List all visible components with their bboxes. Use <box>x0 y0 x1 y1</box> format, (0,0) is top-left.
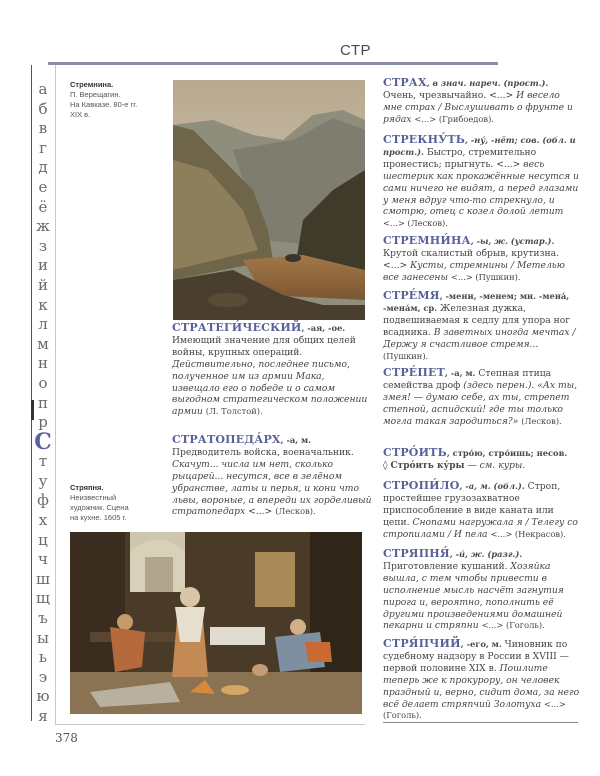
entry-definition: Крутой скалистый обрыв, крутизна. <...> <box>383 247 560 271</box>
dictionary-entry <box>383 134 580 230</box>
alphabet-letter[interactable]: ъ <box>38 609 48 628</box>
alphabet-letter[interactable]: щ <box>36 589 50 608</box>
entry-grammar: , -мени, -менем; мн. -мена́, -мена́м, ср. <box>383 291 570 313</box>
entry-grammar: , -а, м. (обл.). <box>459 481 525 491</box>
entry-definition: Имеющий значение для общих целей войны, крупных операций. <box>172 334 356 358</box>
alphabet-letter[interactable]: р <box>38 413 48 432</box>
painting-mountain-gorge <box>173 80 365 320</box>
caption-line: на кухне. 1605 г. <box>70 513 127 522</box>
entry-example: В заветных иногда мечтах / Держу я счастливое стремя... <box>383 326 576 350</box>
entry-headword: СТРАХ <box>383 76 427 89</box>
entry-headword: СТРЕКНУ́ТЬ <box>383 133 465 146</box>
alphabet-letter[interactable]: г <box>39 138 47 157</box>
caption-line: П. Верещагин. <box>70 90 121 99</box>
frame-left-rule <box>55 65 56 725</box>
entry-headword: СТРОПИ́ЛО <box>383 479 460 492</box>
alphabet-letter[interactable]: к <box>38 295 48 314</box>
dictionary-entry <box>383 235 580 284</box>
entry-headword: СТРАТЕГИ́ЧЕСКИЙ <box>172 321 302 334</box>
alphabet-letter[interactable]: й <box>38 275 48 294</box>
entry-example: Пошлите теперь же к прокурору, он человек праздный и, верно, сидит дома, за него всё делает стряпчий Золотуха <box>383 662 580 710</box>
caption-line: художник. Сцена <box>70 503 129 512</box>
alphabet-letter[interactable]: м <box>37 334 49 353</box>
alphabet-rail <box>31 65 32 721</box>
alphabet-letter[interactable]: ч <box>38 550 48 569</box>
dictionary-entry <box>383 480 580 541</box>
entry-phrase-ref: — см. куры. <box>467 459 526 471</box>
entry-source: <...> (Гоголь). <box>383 698 566 721</box>
alphabet-letter-active[interactable]: С <box>34 428 52 455</box>
alphabet-letter[interactable]: я <box>38 707 48 725</box>
entry-headword: СТРЕ́МЯ <box>383 289 440 302</box>
page-number: 378 <box>55 731 78 745</box>
alphabet-letter[interactable]: х <box>38 511 48 530</box>
alphabet-letter[interactable]: п <box>38 393 48 412</box>
alphabet-letter[interactable]: о <box>38 373 48 392</box>
entry-example: весь шестерик как прокажённые несутся и сами ничего не видят, а перед глазами у меня вдруг что-то стрекнуло, и смотрю, отец с козел долой летит <box>383 158 579 218</box>
entry-definition: Железная дужка, подвешиваемая к седлу для упора ног всадника. <box>383 302 571 338</box>
alphabet-letter[interactable]: д <box>38 158 48 177</box>
dictionary-entry <box>172 434 372 518</box>
entry-grammar: , -а, м. <box>280 435 312 445</box>
alphabet-letter[interactable]: ж <box>36 217 50 236</box>
caption-title: Стряпня. <box>70 483 104 492</box>
alphabet-letter[interactable]: е <box>38 177 48 196</box>
dictionary-entry <box>383 638 580 722</box>
entry-headword: СТРО́ИТЬ <box>383 446 447 459</box>
dictionary-entry <box>383 447 580 473</box>
entry-grammar: , -ну́, -нёт; сов. (обл. и прост.). <box>383 135 576 157</box>
entry-definition: Быстро, стремительно пронестись; прыгнуть. <...> <box>383 146 537 170</box>
entry-grammar: , -ы, ж. (устар.). <box>470 236 555 246</box>
alphabet-letter[interactable]: ц <box>38 530 48 549</box>
entry-source: (Лесков). <box>275 506 316 517</box>
entry-source: (Пушкин). <box>383 350 429 361</box>
phrase-marker-icon: ◊ <box>383 459 388 471</box>
alphabet-letter[interactable]: з <box>38 236 48 255</box>
entry-definition: Очень, чрезвычайно. <...> <box>383 89 514 101</box>
entry-source: <...> (Лесков). <box>383 218 448 229</box>
entry-example: (здесь перен.). «Ах ты, змея! — думаю себе, ах ты, стрепет степной, аспидский! где ты только могла такая зародиться?» <box>383 379 578 427</box>
alphabet-letter[interactable]: ш <box>36 569 50 588</box>
dictionary-entry <box>383 77 580 126</box>
alphabet-letter[interactable]: э <box>38 667 48 686</box>
caption-line: Неизвестный <box>70 493 117 502</box>
caption-line: На Кавказе. 80-е гг. <box>70 100 138 109</box>
top-rule <box>48 62 498 65</box>
entry-grammar: , -а, м. <box>444 368 476 378</box>
painting-kitchen-scene <box>70 532 362 714</box>
alphabet-letter[interactable]: а <box>38 80 48 98</box>
entry-example: Кусты, стремнины / Метелью все занесены <box>383 259 565 283</box>
dictionary-entry <box>383 290 580 362</box>
entry-headword: СТРЕ́ПЕТ <box>383 366 445 379</box>
alphabet-letter[interactable]: в <box>38 119 48 138</box>
alphabet-letter[interactable]: ь <box>38 648 48 667</box>
entry-grammar: , -его, м. <box>460 639 502 649</box>
column-end-rule <box>383 722 578 723</box>
caption-title: Стремнина. <box>70 80 114 89</box>
alphabet-letter[interactable]: б <box>38 99 48 118</box>
alphabet-letter[interactable]: ё <box>38 197 48 216</box>
entry-grammar: , -ая, -ое. <box>301 323 346 333</box>
alphabet-letter[interactable]: ю <box>36 687 50 706</box>
alphabet-letter[interactable]: ы <box>37 628 49 647</box>
entry-definition: Чиновник по судебному надзору в России в XVIII — первой половине XIX в. <box>383 639 569 674</box>
entry-example: Скачут... числа им нет, сколько рыцарей... несутся, все в зелёном убранстве, латы и перья, и кони что львы, вороные, а впереди их горделивый стратопедарх <...> <box>172 458 372 518</box>
entry-definition: Предводитель войска, военачальник. <box>172 446 354 458</box>
alphabet-letter[interactable]: у <box>38 471 48 490</box>
entry-grammar: , -и́, ж. (разг.). <box>449 549 523 559</box>
running-head: СТР <box>340 42 372 59</box>
entry-headword: СТРЯ́ПЧИЙ <box>383 637 461 650</box>
dictionary-entry <box>383 367 580 428</box>
entry-grammar: , стро́ю, стро́ишь; несов. <box>446 448 568 458</box>
caption-line: XIX в. <box>70 110 91 119</box>
alphabet-letter[interactable]: т <box>38 452 48 471</box>
dictionary-entry <box>383 548 580 632</box>
entry-example: И весело мне страх / Выслушивать о фрунте и рядах <box>383 89 573 125</box>
entry-grammar: , в знач. нареч. (прост.). <box>426 78 549 88</box>
entry-headword: СТРЕМНИ́НА <box>383 234 471 247</box>
entry-headword: СТРАТОПЕДА́РХ <box>172 433 281 446</box>
entry-source: (Лесков). <box>521 415 562 426</box>
entry-example: Снопами нагружала я / Телегу со стропилами / И пела <box>383 516 578 540</box>
alphabet-letter[interactable]: и <box>38 256 48 275</box>
entry-headword: СТРЯПНЯ́ <box>383 547 450 560</box>
illustration-caption-2 <box>70 483 165 523</box>
entry-source: <...> (Некрасов). <box>490 528 566 539</box>
entry-example: Действительно, последнее письмо, полученное им из армии Мака, извещало его о победе и о самом выгодном стратегическом положении армии <box>172 358 368 418</box>
entry-source: <...> (Гоголь). <box>481 620 545 631</box>
entry-definition: Строп, простейшее грузозахватное приспособление в виде каната или цепи. <box>383 481 561 528</box>
entry-definition: Приготовление кушаний. <box>383 560 508 572</box>
illustration-caption-1 <box>70 80 165 120</box>
entry-source: <...> (Грибоедов). <box>414 113 494 124</box>
frame-bottom-rule <box>55 724 365 725</box>
alphabet-letter[interactable]: ф <box>37 491 49 510</box>
entry-source: (Л. Толстой). <box>205 406 263 417</box>
alphabet-index <box>33 80 53 727</box>
alphabet-letter[interactable]: н <box>38 354 48 373</box>
dictionary-entry <box>172 322 372 418</box>
entry-phrase: Стро́ить ку́ры <box>390 460 465 471</box>
entry-source: <...> (Пушкин). <box>450 271 521 282</box>
entry-definition: Степная птица семейства дроф <box>383 368 552 391</box>
alphabet-letter[interactable]: л <box>38 315 48 334</box>
entry-example: Хозяйка вышла, с тем чтобы привести в исполнение мысль насчёт загнутия пирога и, вероятно, пополнить её другими произведениями домашней пекарни и стряпни <box>383 560 564 632</box>
